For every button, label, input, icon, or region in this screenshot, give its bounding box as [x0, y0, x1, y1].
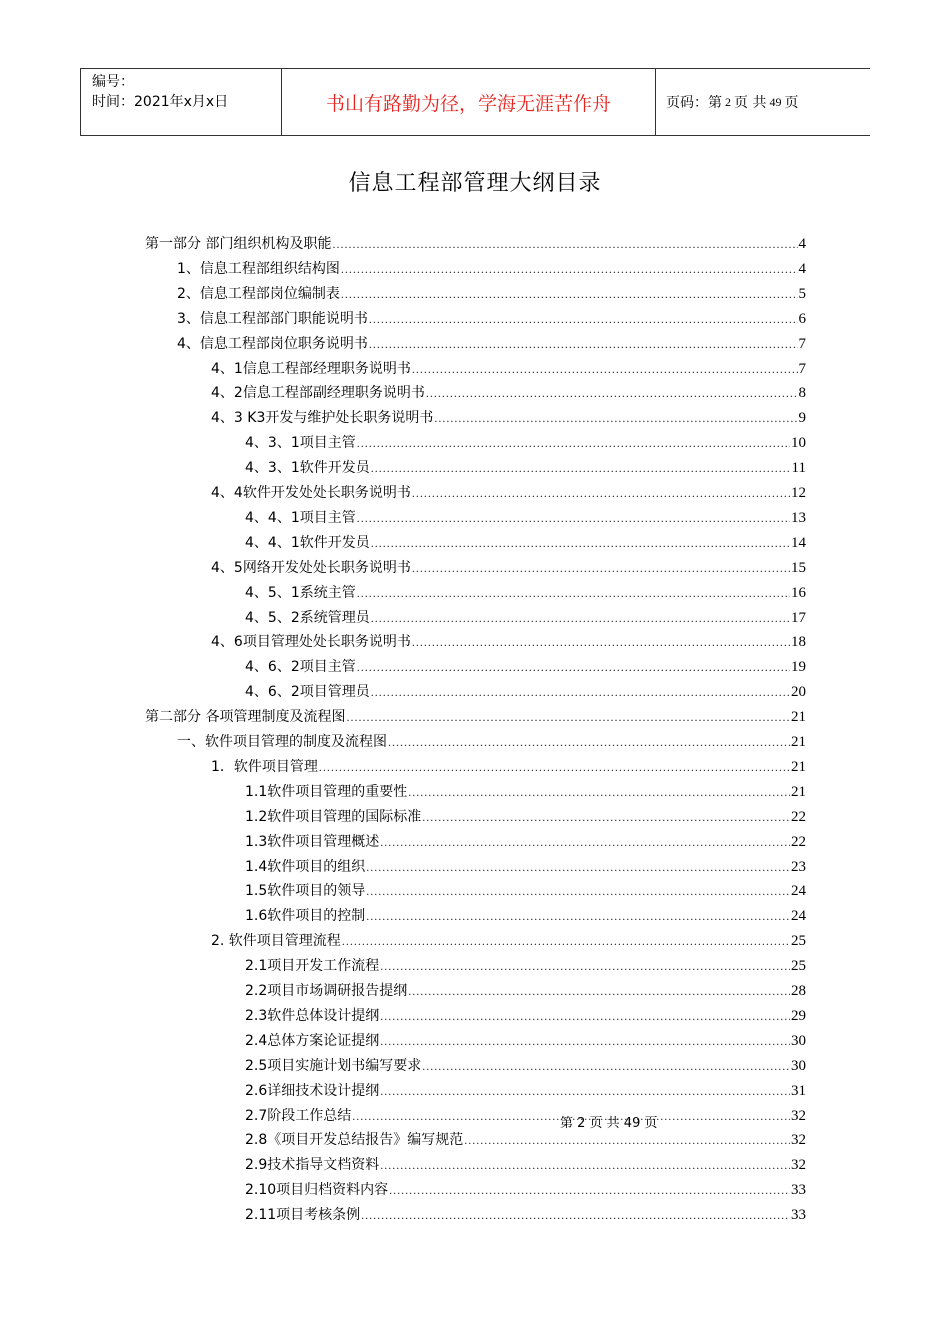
toc-dot-leader: [357, 655, 790, 679]
toc-entry-label: 2.11项目考核条例: [245, 1207, 361, 1224]
document-title: 信息工程部管理大纲目录: [348, 171, 602, 196]
toc-entry[interactable]: [245, 456, 806, 480]
toc-entry-page: 21: [791, 758, 806, 775]
toc-entry-label: 第二部分 各项管理制度及流程图: [145, 709, 346, 726]
toc-entry[interactable]: [211, 406, 806, 430]
toc-entry-label: 2.10项目归档资料内容: [245, 1182, 389, 1199]
toc-entry-label: 2.9技术指导文档资料: [245, 1157, 380, 1174]
toc-entry-page: 4: [798, 236, 806, 252]
toc-entry[interactable]: [245, 431, 806, 455]
document-date: 时间：2021年x月x日: [92, 94, 229, 110]
toc-entry-page: 32: [791, 1107, 806, 1124]
toc-entry[interactable]: [245, 1004, 806, 1028]
toc-dot-leader: [380, 830, 790, 854]
toc-entry[interactable]: [245, 979, 806, 1003]
toc-entry-page: 15: [791, 559, 806, 576]
toc-entry-label: 4、2信息工程部副经理职务说明书: [211, 385, 425, 402]
toc-entry[interactable]: [211, 481, 806, 505]
toc-dot-leader: [464, 1128, 790, 1152]
toc-entry-page: 9: [798, 410, 806, 427]
document-number-label: 编号：: [92, 74, 134, 90]
toc-dot-leader: [422, 805, 790, 829]
toc-entry-page: 21: [791, 734, 806, 750]
toc-entry-page: 7: [798, 335, 806, 352]
toc-entry-page: 6: [798, 310, 806, 327]
toc-entry-label: 4、6、2项目主管: [245, 659, 356, 676]
toc-entry[interactable]: [177, 257, 806, 281]
toc-entry[interactable]: [245, 805, 806, 829]
toc-entry-page: 23: [791, 858, 806, 875]
toc-entry[interactable]: [211, 381, 806, 405]
toc-entry[interactable]: [245, 855, 806, 879]
toc-entry-page: 8: [798, 385, 806, 402]
toc-entry-label: 4、5网络开发处处长职务说明书: [211, 559, 411, 576]
toc-entry-page: 22: [791, 833, 806, 850]
toc-entry-label: 2.1项目开发工作流程: [245, 958, 380, 975]
toc-entry-page: 11: [791, 460, 806, 477]
toc-dot-leader: [412, 630, 790, 654]
toc-entry-label: 4、5、1系统主管: [245, 584, 356, 601]
toc-entry-label: 4、3 K3开发与维护处长职务说明书: [211, 410, 434, 427]
toc-entry-label: 4、6项目管理处处长职务说明书: [211, 634, 411, 651]
toc-entry[interactable]: [145, 705, 806, 729]
toc-dot-leader: [371, 606, 790, 630]
toc-entry-page: 33: [791, 1207, 806, 1224]
toc-entry-label: 1．软件项目管理: [211, 758, 318, 775]
toc-entry-page: 21: [791, 783, 806, 800]
toc-entry-page: 22: [791, 808, 806, 825]
toc-entry-page: 18: [791, 634, 806, 651]
toc-dot-leader: [357, 506, 790, 530]
toc-entry-label: 4、4软件开发处处长职务说明书: [211, 485, 411, 501]
footer-page-number: 第 2 页 共 49 页: [560, 1116, 658, 1131]
toc-entry[interactable]: [245, 1153, 806, 1177]
toc-entry[interactable]: [211, 630, 806, 654]
toc-entry[interactable]: [245, 1029, 806, 1053]
toc-entry[interactable]: [245, 506, 806, 530]
toc-entry-label: 4、信息工程部岗位职务说明书: [177, 335, 368, 352]
toc-entry-label: 2.6详细技术设计提纲: [245, 1082, 380, 1099]
toc-dot-leader: [426, 381, 798, 405]
toc-entry-page: 25: [791, 958, 806, 975]
toc-dot-leader: [341, 282, 798, 306]
toc-dot-leader: [380, 954, 790, 978]
toc-entry-page: 16: [791, 584, 806, 601]
toc-entry[interactable]: [245, 1203, 806, 1227]
toc-entry-label: 4、4、1项目主管: [245, 509, 356, 526]
toc-entry-page: 5: [798, 285, 806, 302]
toc-entry-page: 14: [791, 534, 806, 551]
toc-entry-page: 25: [791, 933, 806, 950]
toc-dot-leader: [408, 780, 790, 804]
toc-entry-page: 32: [791, 1132, 806, 1149]
toc-entry-label: 1.4软件项目的组织: [245, 858, 366, 875]
toc-entry-page: 24: [791, 883, 806, 900]
header-page-info: [656, 69, 870, 135]
toc-entry[interactable]: [177, 730, 806, 754]
toc-entry[interactable]: [177, 332, 806, 356]
toc-entry[interactable]: [245, 1128, 806, 1152]
toc-entry-label: 2、信息工程部岗位编制表: [177, 285, 340, 302]
toc-dot-leader: [371, 531, 790, 555]
toc-entry-label: 2.2项目市场调研报告提纲: [245, 983, 408, 999]
toc-entry-page: 24: [791, 908, 806, 925]
toc-entry-label: 2. 软件项目管理流程: [211, 933, 341, 950]
toc-entry-page: 19: [791, 659, 806, 676]
toc-entry[interactable]: [245, 904, 806, 928]
toc-dot-leader: [371, 680, 790, 704]
toc-entry[interactable]: [245, 1079, 806, 1103]
toc-dot-leader: [346, 705, 790, 729]
toc-entry[interactable]: [245, 581, 806, 605]
toc-dot-leader: [357, 581, 790, 605]
toc-dot-leader: [357, 431, 790, 455]
toc-entry-page: 17: [791, 609, 806, 626]
toc-dot-leader: [380, 1029, 790, 1053]
toc-entry-label: 1.5软件项目的领导: [245, 883, 366, 900]
toc-entry-page: 31: [791, 1082, 806, 1099]
document-header: [80, 68, 870, 136]
toc-entry-page: 28: [791, 983, 806, 999]
toc-dot-leader: [342, 929, 790, 953]
toc-dot-leader: [412, 357, 798, 381]
toc-dot-leader: [412, 481, 790, 505]
toc-entry-page: 29: [791, 1007, 806, 1024]
toc-entry-label: 2.8《项目开发总结报告》编写规范: [245, 1132, 464, 1149]
toc-entry-page: 33: [791, 1182, 806, 1199]
page-prefix: 页码：第: [666, 95, 722, 111]
toc-entry-label: 4、5、2系统管理员: [245, 609, 370, 626]
toc-dot-leader: [380, 1004, 790, 1028]
toc-dot-leader: [366, 904, 790, 928]
toc-dot-leader: [380, 1079, 790, 1103]
toc-entry-label: 2.7阶段工作总结: [245, 1107, 352, 1124]
toc-entry[interactable]: [177, 282, 806, 306]
page-mid: 页 共: [734, 95, 767, 111]
toc-entry[interactable]: [245, 531, 806, 555]
toc-entry-page: 20: [791, 684, 806, 701]
toc-dot-leader: [389, 1178, 790, 1202]
toc-dot-leader: [408, 979, 790, 1003]
toc-entry[interactable]: [245, 954, 806, 978]
toc-entry[interactable]: [245, 606, 806, 630]
toc-entry-label: 4、1信息工程部经理职务说明书: [211, 360, 411, 377]
toc-dot-leader: [319, 755, 790, 779]
toc-entry[interactable]: [245, 879, 806, 903]
toc-entry-label: 一、软件项目管理的制度及流程图: [177, 734, 387, 750]
toc-entry[interactable]: [245, 1104, 806, 1128]
toc-entry-label: 4、3、1项目主管: [245, 435, 356, 452]
toc-entry-page: 4: [798, 260, 806, 277]
toc-entry[interactable]: [211, 929, 806, 953]
toc-entry-label: 2.4总体方案论证提纲: [245, 1032, 380, 1049]
toc-dot-leader: [341, 257, 798, 281]
toc-dot-leader: [371, 456, 791, 480]
toc-entry-page: 32: [791, 1157, 806, 1174]
toc-dot-leader: [361, 1203, 790, 1227]
toc-entry-label: 1.1软件项目管理的重要性: [245, 783, 408, 800]
toc-entry-page: 30: [791, 1057, 806, 1074]
toc-dot-leader: [366, 855, 790, 879]
toc-entry-page: 13: [791, 509, 806, 526]
toc-dot-leader: [388, 730, 790, 754]
toc-dot-leader: [369, 332, 798, 356]
toc-entry[interactable]: [211, 755, 806, 779]
toc-dot-leader: [412, 556, 790, 580]
toc-entry-label: 1、信息工程部组织结构图: [177, 260, 340, 277]
toc-entry[interactable]: [245, 1054, 806, 1078]
toc-entry-label: 第一部分 部门组织机构及职能: [145, 236, 332, 252]
toc-entry[interactable]: [211, 357, 806, 381]
toc-entry-page: 21: [791, 709, 806, 726]
toc-entry[interactable]: [245, 830, 806, 854]
toc-entry-label: 3、信息工程部部门职能说明书: [177, 310, 368, 327]
toc-dot-leader: [332, 232, 797, 256]
toc-entry-label: 1.3软件项目管理概述: [245, 833, 380, 850]
toc-entry-label: 2.5项目实施计划书编写要求: [245, 1057, 422, 1074]
page-number: 2: [725, 94, 731, 109]
toc-entry-page: 10: [791, 435, 806, 452]
page-suffix: 页: [784, 95, 799, 111]
toc-dot-leader: [369, 307, 798, 331]
toc-dot-leader: [422, 1054, 790, 1078]
toc-entry-label: 4、3、1软件开发员: [245, 460, 370, 477]
toc-entry[interactable]: [245, 655, 806, 679]
toc-entry[interactable]: [211, 556, 806, 580]
header-motto: 书山有路勤为径，学海无涯苦作舟: [282, 69, 656, 135]
toc-entry[interactable]: [145, 232, 806, 256]
header-meta: [81, 69, 282, 135]
toc-dot-leader: [434, 406, 797, 430]
page-total: 49: [769, 94, 782, 109]
toc-entry-label: 1.6软件项目的控制: [245, 908, 366, 925]
toc-entry-page: 12: [791, 485, 806, 501]
toc-entry-page: 30: [791, 1032, 806, 1049]
toc-entry[interactable]: [245, 780, 806, 804]
toc-entry[interactable]: [245, 1178, 806, 1202]
toc-entry-page: 7: [798, 360, 806, 377]
toc-entry-label: 1.2软件项目管理的国际标准: [245, 808, 422, 825]
toc-entry-label: 4、4、1软件开发员: [245, 534, 370, 551]
toc-entry-label: 2.3软件总体设计提纲: [245, 1007, 380, 1024]
toc-dot-leader: [366, 879, 790, 903]
toc-entry[interactable]: [177, 307, 806, 331]
toc-entry[interactable]: [245, 680, 806, 704]
toc-entry-label: 4、6、2项目管理员: [245, 684, 370, 701]
toc-dot-leader: [380, 1153, 790, 1177]
